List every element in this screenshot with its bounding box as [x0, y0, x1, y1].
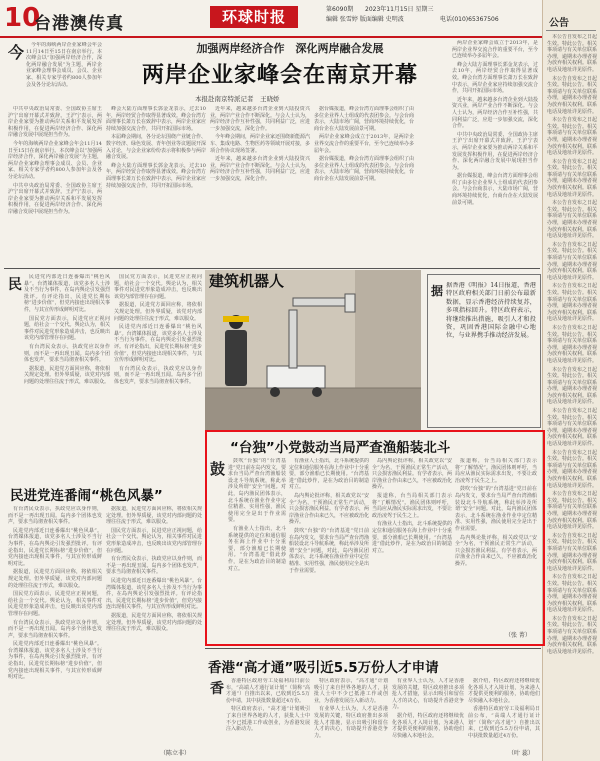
left-column-1: 民进党内部近日连番爆出“桃色风暴”。台湾媒体报道，该党多名人士涉及不当行为事件，在岛内舆论引发强烈批评。有评论指出，民进党长期标榜“进步价值”，但党内接连出现相关事件，与其宣传形成鲜明对比。 国民党方面表示，民进党应正视问题，给社会一个交代。舆论认为，相关事件对民进党形象造成冲击，也反映出该党内部管理存在问题。 有台湾民众表示，执政党应以身作则，而不是一再出现丑闻。岛内多个团体也发声，要求当局彻查相关事件。 据报道，民进党方面回应称，将依相关规定处理。但外界质疑，该党对内部问题的处理往往流于形式，难以服众。: [24, 274, 110, 385]
lead-column-4: 据台媒报道，峰会台湾方面理事会组织了由多位企业界人士组成的代表团参会。与会台商表示，大陆市场广阔，营商环境持续优化，台商台企在大陆发展前景可期。 两岸企业家峰会成立于2013年，是两岸企业界交流合作的重要平台，至今已连续举办多届年会。 据台媒报道，峰会台湾方面理事会组织了由多位企业界人士组成的代表团参会。与会台商表示，大陆市场广阔，营商环境持续优化，台商台企在大陆发展前景可期。: [314, 106, 414, 182]
phone-number: 电话(010)65367506: [440, 16, 499, 23]
boxed-column-2: 有渔业人士指出，北斗系统提供的定位和通信服务在海上作业中十分重要，部分渔船已长期使用。“台湾基进”借此炒作，是在为政治目的制造对立。 岛内舆论批评称，相关政党以“安全”为名，干预渔民正常生产活动，只会损害渔民利益。有学者表示，两岸渔业合作由来已久，不应被政治化操弄。 鼓吹“台独”的“台湾基进”党日前在岛内发文，要求台当局严查台湾渔船装设北斗导航系统，称此举涉及所谓“安全”问题。对此，岛内渔民团体表示，北斗系统在渔业作业中定位精准、实用性强，渔民使用完全是出于作业需要。: [289, 458, 369, 574]
lead-column-5: 两岸企业家峰会成立于2013年，是两岸企业界交流合作的重要平台，至今已连续举办多届年会。 峰会大陆方面理事长郭金龙表示，过去10年，两岸经贸合作取得显著成效。峰会台湾方面理事长萧万长在致辞中表示，两岸企业家应持续加强交流合作，共同开拓国际市场。 近年来，越来越多台湾企业到大陆投资兴业，两岸产业合作不断深化。与会人士认为，两岸经济合作互补性强，共同利益广泛，应进一步加强交流，深化合作。 中共中央政治局常委、全国政协主席王沪宁出席开幕式并致辞。王沪宁表示，两岸企业家要为推动两岸关系和平发展发挥积极作用，在促进两岸经济合作、深化两岸融合发展中展现担当作为。 据台媒报道，峰会台湾方面理事会组织了由多位企业界人士组成的代表团参会。与会台商表示，大陆市场广阔，营商环境持续优化，台商台企在大陆发展前景可期。: [452, 40, 538, 206]
bottom-drop-cap: 香: [210, 681, 224, 697]
issue-date: 2023年11月15日 星期三: [365, 6, 434, 13]
lead-column-3: 近年来，越来越多台湾企业到大陆投资兴业，两岸产业合作不断深化。与会人士认为，两岸经济合作互补性强，共同利益广泛，应进一步加强交流，深化合作。 今年峰会期间，两岸企业家还围绕新能源汽车、集成电路、生物医药等领域开展对接，多项合作协议现场签署。 近年来，越来越多台湾企业到大陆投资兴业，两岸产业合作不断深化。与会人士认为，两岸经济合作互补性强，共同利益广泛，应进一步加强交流，深化合作。: [210, 106, 310, 182]
robot-photo: [205, 270, 421, 430]
boxed-signature: （张 菁）: [505, 632, 531, 639]
page-number: 10: [4, 3, 41, 33]
left-drop-cap: 民: [8, 277, 22, 293]
ad-divider: [546, 30, 596, 31]
bottom-column-3: 有业界人士认为，人才是香港发展的关键，特区政府推出多项抢人才措施，显示出吸引和留住人才的决心，有助提升香港竞争力。 据介绍，特区政府还将继续优化各项人才入境计划，为来港人才提供更便利的服务，协助他们尽快融入本地社会。: [392, 678, 464, 739]
bottom-column-4: 据介绍，特区政府还将继续优化各项人才入境计划，为来港人才提供更便利的服务，协助他们尽快融入本地社会。 香港特区政府劳工及福利局日前公布，“高端人才通行证计划”（简称“高才通”）自推出以来，已收到近5.5万份申请，其中获批数量超过4万份。: [468, 678, 540, 739]
ad-title: 公告: [549, 18, 569, 29]
boxed-column-4: 报道称，台当局相关部门表示将“了解情况”。渔民团体则呼吁，当局应从渔民实际需求出发，不要让政治凌驾于民生之上。 鼓吹“台独”的“台湾基进”党日前在岛内发文，要求台当局严查台湾渔船装设北斗导航系统，称此举涉及所谓“安全”问题。对此，岛内渔民团体表示，北斗系统在渔业作业中定位精准、实用性强，渔民使用完全是出于作业需要。 岛内舆论批评称，相关政党以“安全”为名，干预渔民正常生产活动，只会损害渔民利益。有学者表示，两岸渔业合作由来已久，不应被政治化操弄。: [455, 458, 537, 567]
right-brief-text: 据香港《明报》14日报道，香港特区政府相关部门日前公布最新数据，显示香港经济持续复苏，多项指标回升。特区政府表示，将继续推出措施，吸引人才和投资，巩固香港国际金融中心地位，与业界携手推动经济发展。: [446, 282, 536, 340]
bottom-divider: [205, 648, 541, 649]
boxed-drop-cap: 鼓: [210, 460, 226, 478]
issue-number: 第6090期: [326, 6, 354, 13]
bottom-column-1: 香港特区政府劳工及福利局日前公布，“高端人才通行证计划”（简称“高才通”）自推出以来，已收到近5.5万份申请，其中获批数量超过4万份。 特区政府表示，“高才通”计划吸引了来自世界各地的人才，获批人士中不少已抵港工作或创业，为香港发展注入新动力。: [226, 678, 310, 733]
boxed-headline: “台独”小党鼓动当局严查渔船装北斗: [230, 440, 451, 456]
lead-kicker: 加强两岸经济合作 深化两岸融合发展: [196, 42, 384, 55]
left-column-4: 据报道，民进党方面回应称，将依相关规定处理。但外界质疑，该党对内部问题的处理往往流于形式，难以服众。 国民党方面表示，民进党应正视问题，给社会一个交代。舆论认为，相关事件对民进党形象造成冲击，也反映出该党内部管理存在问题。 有台湾民众表示，执政党应以身作则，而不是一再出现丑闻。岛内多个团体也发声，要求当局彻查相关事件。 民进党内部近日连番爆出“桃色风暴”。台湾媒体报道，该党多名人士涉及不当行为事件，在岛内舆论引发强烈批评。有评论指出，民进党长期标榜“进步价值”，但党内接连出现相关事件，与其宣传形成鲜明对比。 据报道，民进党方面回应称，将依相关规定处理。但外界质疑，该党对内部问题的处理往往流于形式，难以服众。: [106, 506, 202, 633]
boxed-column-1: 鼓吹“台独”的“台湾基进”党日前在岛内发文，要求台当局严查台湾渔船装设北斗导航系统，称此举涉及所谓“安全”问题。对此，岛内渔民团体表示，北斗系统在渔业作业中定位精准、实用性强，渔民使用完全是出于作业需要。 有渔业人士指出，北斗系统提供的定位和通信服务在海上作业中十分重要，部分渔船已长期使用。“台湾基进”借此炒作，是在为政治目的制造对立。: [228, 458, 286, 572]
left-headline: 民进党连番闹“桃色风暴”: [10, 488, 163, 504]
editor-credit: 编辑 张雪婷 版面编辑 史明波: [326, 16, 404, 23]
lead-byline: 本报赴南京特派记者 王晓娇: [195, 95, 280, 103]
right-drop-cap: 据: [431, 284, 444, 298]
lead-column-1b: 中共中央政治局常委、全国政协主席王沪宁出席开幕式并致辞。王沪宁表示，两岸企业家要为推动两岸关系和平发展发挥积极作用，在促进两岸经济合作、深化两岸融合发展中展现担当作为。 今年的海峡两岸企业家峰会年会11月14日至15日在南京举行。本次峰会以“加强两岸经济合作，深化两岸融合发展”为主题，两岸企业家峰会理事会成员、会员、企业家、相关专家学者约800人参加年会及各分论坛活动。 中共中央政治局常委、全国政协主席王沪宁出席开幕式并致辞。王沪宁表示，两岸企业家要为推动两岸关系和平发展发挥积极作用，在促进两岸经济合作、深化两岸融合发展中展现担当作为。: [8, 106, 102, 215]
ad-text: 本公告自发布之日起生效。特此公告。相关事项请与有关单位联系办理，逾期未办理者视为放弃相关权利。联系电话及地址详见原件。 本公告自发布之日起生效。特此公告。相关事项请与有关单位联系办理，逾期未办理者视为放弃相关权利。联系电话及地址详见原件。 本公告自发布之日起生效。特此公告。相关事项请与有关单位联系办理，逾期未办理者视为放弃相关权利。联系电话及地址详见原件。 本公告自发布之日起生效。特此公告。相关事项请与有关单位联系办理，逾期未办理者视为放弃相关权利。联系电话及地址详见原件。 本公告自发布之日起生效。特此公告。相关事项请与有关单位联系办理，逾期未办理者视为放弃相关权利。联系电话及地址详见原件。 本公告自发布之日起生效。特此公告。相关事项请与有关单位联系办理，逾期未办理者视为放弃相关权利。联系电话及地址详见原件。 本公告自发布之日起生效。特此公告。相关事项请与有关单位联系办理，逾期未办理者视为放弃相关权利。联系电话及地址详见原件。 本公告自发布之日起生效。特此公告。相关事项请与有关单位联系办理，逾期未办理者视为放弃相关权利。联系电话及地址详见原件。 本公告自发布之日起生效。特此公告。相关事项请与有关单位联系办理，逾期未办理者视为放弃相关权利。联系电话及地址详见原件。 本公告自发布之日起生效。特此公告。相关事项请与有关单位联系办理，逾期未办理者视为放弃相关权利。联系电话及地址详见原件。 本公告自发布之日起生效。特此公告。相关事项请与有关单位联系办理，逾期未办理者视为放弃相关权利。联系电话及地址详见原件。 本公告自发布之日起生效。特此公告。相关事项请与有关单位联系办理，逾期未办理者视为放弃相关权利。联系电话及地址详见原件。 本公告自发布之日起生效。特此公告。相关事项请与有关单位联系办理，逾期未办理者视为放弃相关权利。联系电话及地址详见原件。 本公告自发布之日起生效。特此公告。相关事项请与有关单位联系办理，逾期未办理者视为放弃相关权利。联系电话及地址详见原件。 本公告自发布之日起生效。特此公告。相关事项请与有关单位联系办理，逾期未办理者视为放弃相关权利。联系电话及地址详见原件。: [547, 34, 597, 655]
section-title: 台港澳传真: [34, 14, 124, 34]
left-column-3: 有台湾民众表示，执政党应以身作则，而不是一再出现丑闻。岛内多个团体也发声，要求当局彻查相关事件。 民进党内部近日连番爆出“桃色风暴”。台湾媒体报道，该党多名人士涉及不当行为事件，在岛内舆论引发强烈批评。有评论指出，民进党长期标榜“进步价值”，但党内接连出现相关事件，与其宣传形成鲜明对比。 据报道，民进党方面回应称，将依相关规定处理。但外界质疑，该党对内部问题的处理往往流于形式，难以服众。 国民党方面表示，民进党应正视问题，给社会一个交代。舆论认为，相关事件对民进党形象造成冲击，也反映出该党内部管理存在问题。 有台湾民众表示，执政党应以身作则，而不是一再出现丑闻。岛内多个团体也发声，要求当局彻查相关事件。 民进党内部近日连番爆出“桃色风暴”。台湾媒体报道，该党多名人士涉及不当行为事件，在岛内舆论引发强烈批评。有评论指出，民进党长期标榜“进步价值”，但党内接连出现相关事件，与其宣传形成鲜明对比。: [8, 506, 102, 681]
bottom-column-2: 特区政府表示，“高才通”计划吸引了来自世界各地的人才，获批人士中不少已抵港工作或创业，为香港发展注入新动力。 有业界人士认为，人才是香港发展的关键，特区政府推出多项抢人才措施，显示出吸引和留住人才的决心，有助提升香港竞争力。: [314, 678, 388, 739]
boxed-column-3: 岛内舆论批评称，相关政党以“安全”为名，干预渔民正常生产活动，只会损害渔民利益。有学者表示，两岸渔业合作由来已久，不应被政治化操弄。 报道称，台当局相关部门表示将“了解情况”。渔民团体则呼吁，当局应从渔民实际需求出发，不要让政治凌驾于民生之上。 有渔业人士指出，北斗系统提供的定位和通信服务在海上作业中十分重要，部分渔船已长期使用。“台湾基进”借此炒作，是在为政治目的制造对立。: [372, 458, 452, 554]
lead-headline: 两岸企业家峰会在南京开幕: [141, 63, 418, 88]
left-column-2: 国民党方面表示，民进党应正视问题，给社会一个交代。舆论认为，相关事件对民进党形象造成冲击，也反映出该党内部管理存在问题。 据报道，民进党方面回应称，将依相关规定处理。但外界质疑，该党对内部问题的处理往往流于形式，难以服众。 民进党内部近日连番爆出“桃色风暴”。台湾媒体报道，该党多名人士涉及不当行为事件，在岛内舆论引发强烈批评。有评论指出，民进党长期标榜“进步价值”，但党内接连出现相关事件，与其宣传形成鲜明对比。 有台湾民众表示，执政党应以身作则，而不是一再出现丑闻。岛内多个团体也发声，要求当局彻查相关事件。: [114, 274, 202, 385]
lead-column-1: 今年的海峡两岸企业家峰会年会11月14日至15日在南京举行。本次峰会以“加强两岸经济合作，深化两岸融合发展”为主题，两岸企业家峰会理事会成员、会员、企业家、相关专家学者约800人参加年会及各分论坛活动。: [26, 42, 102, 88]
robot-illustration: [205, 270, 421, 430]
lead-drop-cap: 今: [8, 43, 25, 62]
lead-column-2: 峰会大陆方面理事长郭金龙表示，过去10年，两岸经贸合作取得显著成效。峰会台湾方面理事长萧万长在致辞中表示，两岸企业家应持续加强交流合作，共同开拓国际市场。 本届峰会期间，各分论坛围绕产业链合作、数字经济、绿色发展、青年创业等议题展开深入讨论，与会企业家纷纷表示将积极参与两岸融合发展。 峰会大陆方面理事长郭金龙表示，过去10年，两岸经贸合作取得显著成效。峰会台湾方面理事长萧万长在致辞中表示，两岸企业家应持续加强交流合作，共同开拓国际市场。: [106, 106, 206, 189]
photo-label: 建筑机器人: [209, 272, 285, 290]
section-divider: [4, 268, 540, 269]
newspaper-logo: 环球时报: [210, 6, 298, 28]
left-signature: （陈立非）: [160, 750, 191, 757]
bottom-signature: （叶 蕊）: [508, 750, 534, 757]
bottom-headline: 香港“高才通”吸引近5.5万份人才申请: [208, 660, 439, 676]
